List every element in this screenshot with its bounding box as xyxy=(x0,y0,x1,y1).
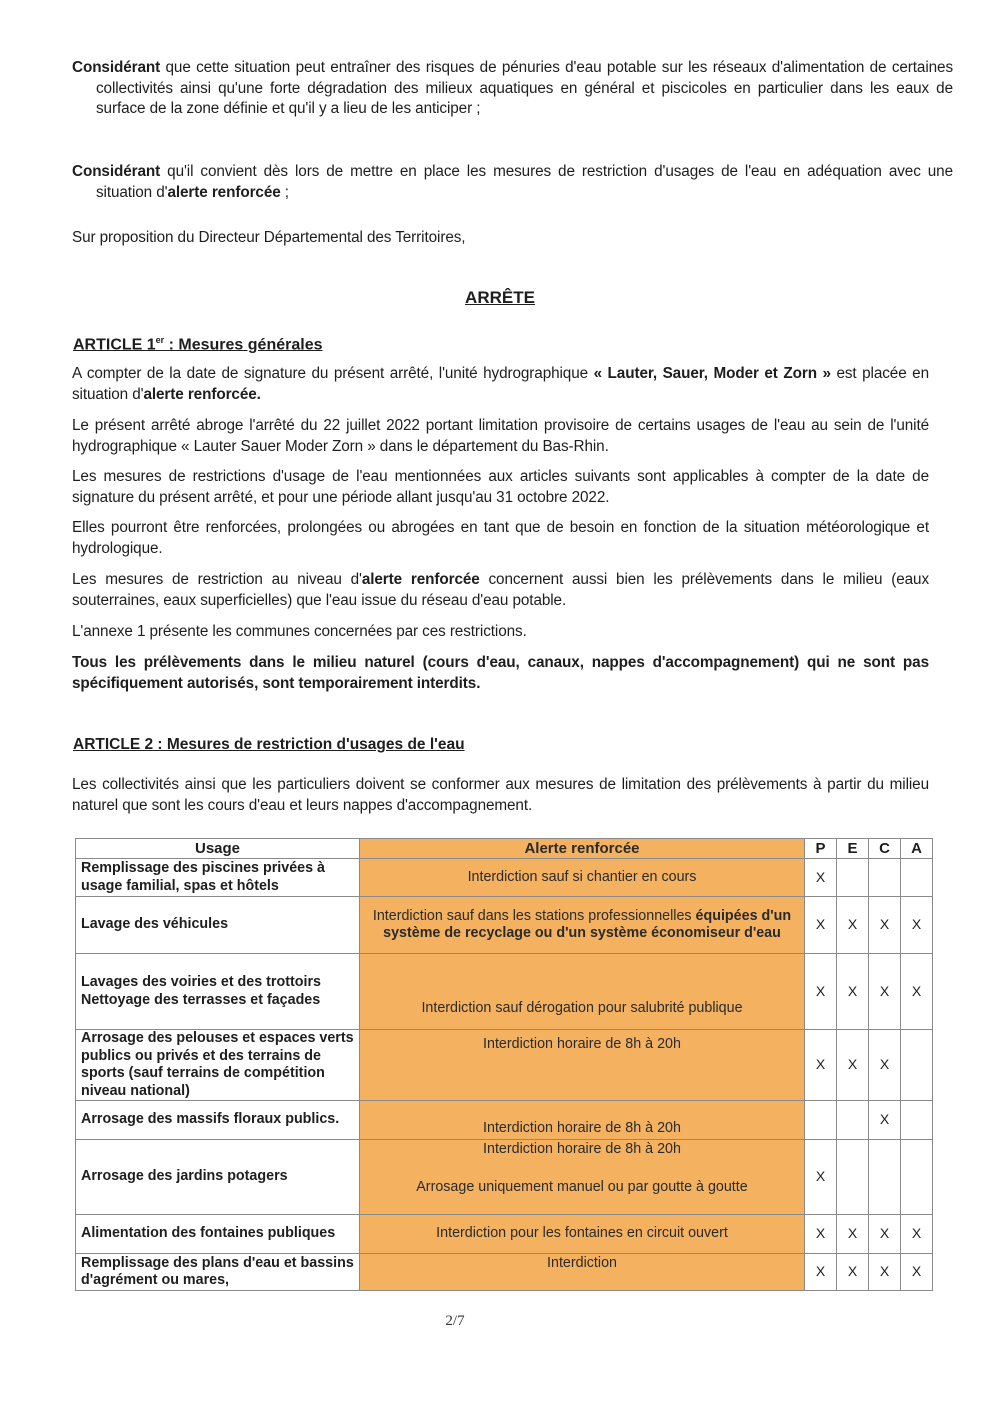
table-row xyxy=(76,1101,933,1140)
table-row xyxy=(76,1215,933,1254)
flag-a: X xyxy=(901,954,933,1030)
article-1-heading-prefix: ARTICLE 1 xyxy=(73,336,156,354)
table-row xyxy=(76,859,933,897)
considerant-text: qu'il convient dès lors de mettre en place les mesures de restriction d'usages de l'eau en adéquation avec une situation d' xyxy=(96,163,953,201)
considerant-text-end: ; xyxy=(280,183,289,201)
article-1-paragraph-4: Elles pourront être renforcées, prolongées ou abrogées en tant que de besoin en fonction de la situation météorologique et hydrologique. xyxy=(72,519,929,557)
flag-c: X xyxy=(869,1254,901,1291)
usage-cell: Alimentation des fontaines publiques xyxy=(76,1215,360,1254)
flag-p: X xyxy=(805,1140,837,1215)
considerant-2 xyxy=(72,162,953,203)
alert-cell: Interdiction horaire de 8h à 20h xyxy=(360,1030,805,1101)
flag-e xyxy=(837,1140,869,1215)
flag-c: X xyxy=(869,1101,901,1140)
alert-cell: Interdiction sauf dérogation pour salubrité publique xyxy=(360,954,805,1030)
flag-e xyxy=(837,1101,869,1140)
considerant-1 xyxy=(72,58,953,120)
table-header-row xyxy=(76,839,933,859)
text: concernent aussi bien les prélèvements dans le milieu (eaux souterraines, eaux superficielles) que l'eau issue du réseau d'eau potable. xyxy=(72,571,930,609)
flag-c: X xyxy=(869,897,901,954)
flag-c: X xyxy=(869,954,901,1030)
flag-a xyxy=(901,1140,933,1215)
flag-p: X xyxy=(805,897,837,954)
usage-cell: Lavage des véhicules xyxy=(76,897,360,954)
article-1-heading-sup: er xyxy=(155,335,165,345)
article-1-heading xyxy=(73,335,322,354)
alert-cell xyxy=(360,1140,805,1215)
restriction-table xyxy=(75,838,933,1291)
flag-a xyxy=(901,1030,933,1101)
usage-cell: Remplissage des piscines privées à usage familial, spas et hôtels xyxy=(76,859,360,897)
article-1-paragraph-2: Le présent arrêté abroge l'arrêté du 22 juillet 2022 portant limitation provisoire de certains usages de l'eau au sein de l'unité hydrographique « Lauter Sauer Moder Zorn » dans le département du Bas-Rhin. xyxy=(72,417,929,455)
page-title: ARRÊTE xyxy=(465,288,535,307)
flag-a: X xyxy=(901,1215,933,1254)
page-number: 2/7 xyxy=(445,1313,465,1329)
flag-c xyxy=(869,1140,901,1215)
flag-c: X xyxy=(869,1030,901,1101)
flag-e: X xyxy=(837,897,869,954)
usage-cell: Arrosage des pelouses et espaces verts publics ou privés et des terrains de sports (sauf terrains de compétition niveau national) xyxy=(76,1030,360,1101)
usage-cell: Arrosage des jardins potagers xyxy=(76,1140,360,1215)
article-1-paragraph-7: Tous les prélèvements dans le milieu naturel (cours d'eau, canaux, nappes d'accompagnement) qui ne sont pas spécifiquement autorisés, sont temporairement interdits. xyxy=(72,654,929,692)
flag-p: X xyxy=(805,954,837,1030)
alert-cell: Interdiction xyxy=(360,1254,805,1291)
flag-e: X xyxy=(837,1254,869,1291)
alert-cell xyxy=(360,897,805,954)
flag-a: X xyxy=(901,897,933,954)
article-1-paragraph-5 xyxy=(72,570,929,611)
article-2-heading: ARTICLE 2 : Mesures de restriction d'usages de l'eau xyxy=(73,736,465,753)
article-2-intro: Les collectivités ainsi que les particuliers doivent se conformer aux mesures de limitation des prélèvements à partir du milieu naturel que sont les cours d'eau et leurs nappes d'accompagnement. xyxy=(72,776,929,814)
considerant-bold: alerte renforcée xyxy=(167,183,281,201)
header-a: A xyxy=(901,839,933,859)
table-row xyxy=(76,1140,933,1215)
article-1-paragraph-1 xyxy=(72,364,929,405)
flag-a xyxy=(901,859,933,897)
text: A compter de la date de signature du présent arrêté, l'unité hydrographique xyxy=(72,365,594,382)
header-p: P xyxy=(805,839,837,859)
header-c: C xyxy=(869,839,901,859)
text: est placée en situation d' xyxy=(72,365,929,403)
alert-cell: Interdiction horaire de 8h à 20h xyxy=(360,1101,805,1140)
header-e: E xyxy=(837,839,869,859)
text: Les mesures de restriction au niveau d' xyxy=(72,571,362,588)
proposition-text: Sur proposition du Directeur Départemental des Territoires, xyxy=(72,229,466,246)
bold-text: « Lauter, Sauer, Moder et Zorn » xyxy=(593,365,831,382)
header-alert: Alerte renforcée xyxy=(360,839,805,859)
considerant-lead: Considérant xyxy=(72,59,161,76)
usage-cell xyxy=(76,954,360,1030)
flag-p: X xyxy=(805,1254,837,1291)
table-row xyxy=(76,954,933,1030)
bold-text: alerte renforcée. xyxy=(143,385,261,403)
article-1-paragraph-6: L'annexe 1 présente les communes concernées par ces restrictions. xyxy=(72,623,527,640)
alert-line: Arrosage uniquement manuel ou par goutte à goutte xyxy=(416,1178,748,1195)
flag-a: X xyxy=(901,1254,933,1291)
flag-p xyxy=(805,1101,837,1140)
table-row xyxy=(76,1030,933,1101)
usage-cell: Remplissage des plans d'eau et bassins d'agrément ou mares, xyxy=(76,1254,360,1291)
flag-p: X xyxy=(805,859,837,897)
alert-text: Interdiction sauf dans les stations professionnelles xyxy=(372,907,696,924)
article-1-heading-suffix: : Mesures générales xyxy=(164,336,323,354)
usage-line: Lavages des voiries et des trottoirs xyxy=(81,974,321,990)
flag-p: X xyxy=(805,1030,837,1101)
flag-e: X xyxy=(837,1030,869,1101)
flag-e: X xyxy=(837,954,869,1030)
flag-c: X xyxy=(869,1215,901,1254)
usage-cell: Arrosage des massifs floraux publics. xyxy=(76,1101,360,1140)
flag-a xyxy=(901,1101,933,1140)
alert-bold-text: équipées d'un système de recyclage ou d'un système économiseur d'eau xyxy=(383,907,792,941)
alert-line: Interdiction horaire de 8h à 20h xyxy=(483,1141,681,1157)
article-1-paragraph-3: Les mesures de restrictions d'usage de l'eau mentionnées aux articles suivants sont applicables à compter de la date de signature du présent arrêté, et pour une période allant jusqu'au 31 octobre 2022. xyxy=(72,468,929,506)
usage-line: Nettoyage des terrasses et façades xyxy=(81,991,321,1008)
bold-text: alerte renforcée xyxy=(361,571,480,588)
spacer xyxy=(365,1159,799,1179)
alert-cell: Interdiction sauf si chantier en cours xyxy=(360,859,805,897)
table-row xyxy=(76,1254,933,1291)
flag-e xyxy=(837,859,869,897)
table-row xyxy=(76,897,933,954)
flag-e: X xyxy=(837,1215,869,1254)
alert-cell: Interdiction pour les fontaines en circuit ouvert xyxy=(360,1215,805,1254)
considerant-lead: Considérant xyxy=(72,163,161,180)
considerant-text: que cette situation peut entraîner des risques de pénuries d'eau potable sur les réseaux d'alimentation de certaines collectivités ainsi qu'une forte dégradation des milieux aquatiques en général et piscicoles en particulier dans les eaux de surface de la zone définie et qu'il y a lieu de les anticiper ; xyxy=(96,59,953,117)
flag-c xyxy=(869,859,901,897)
flag-p: X xyxy=(805,1215,837,1254)
header-usage: Usage xyxy=(76,839,360,859)
